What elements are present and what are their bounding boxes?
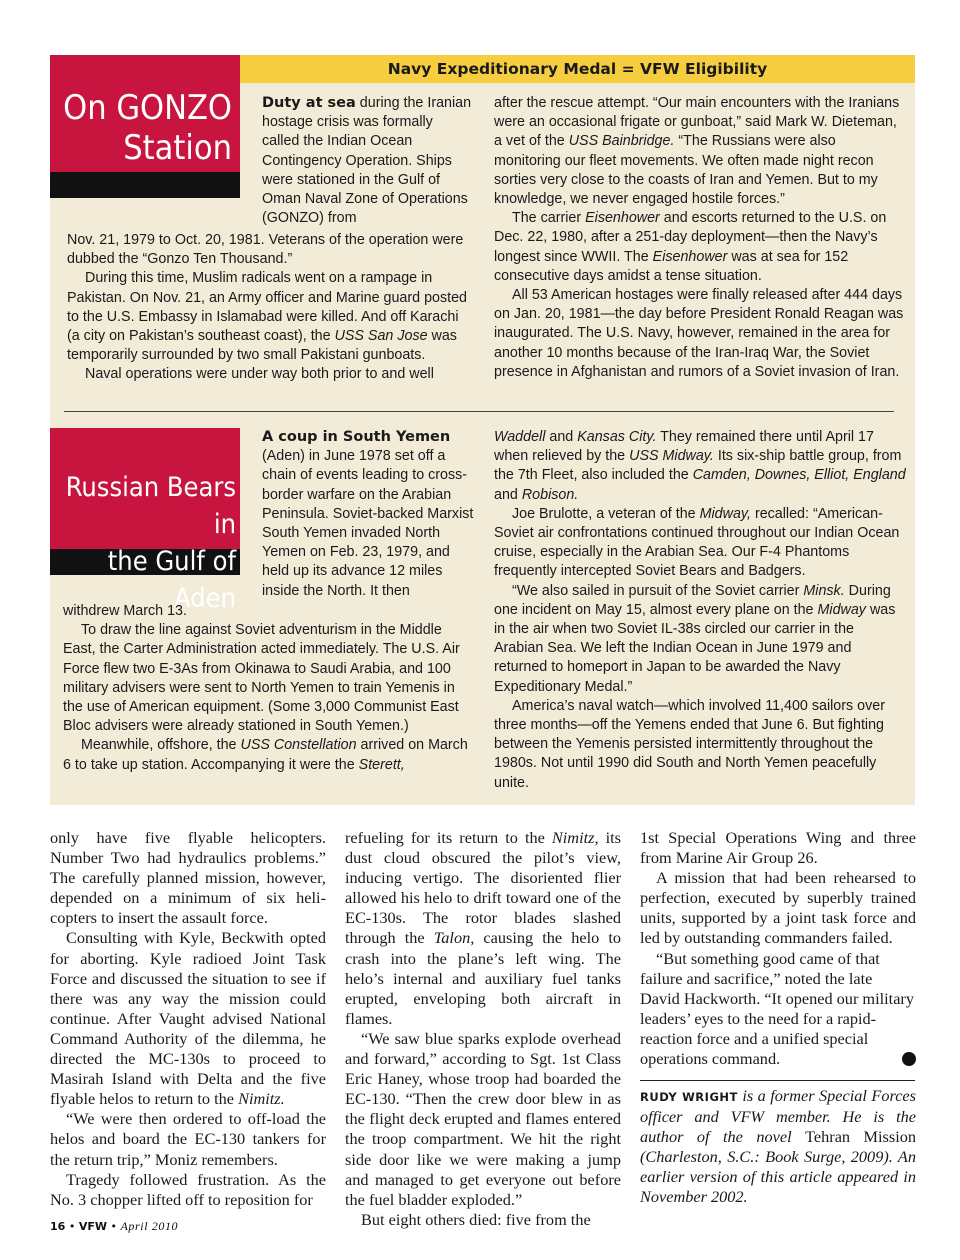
book-title: Tehran Mission: [805, 1127, 916, 1147]
bio-text-b: (Charleston, S.C.: Book Surge, 2009). An earlier version of this article appeared in November 2002.: [640, 1147, 916, 1207]
aden-right-p2b: recalled: “American-Soviet air confrontations continued throughout our Indian Ocean cruise, especially in the Arabian Sea. Our F-4 Phantoms frequently intercepted Soviet Bears and Badgers.: [494, 505, 900, 580]
gonzo-right-p3: All 53 American hostages were finally released after 444 days on Jan. 20, 1981—the day before President Ronald Reagan was inaugurated. The U.S. Navy, however, remained in the area for another 10 months because of the Iran-Iraq War, the Soviet presence in Afghanistan and rumors of a Soviet invasion of Iran.: [494, 287, 904, 380]
gonzo-narrow-text: [262, 94, 472, 228]
ship-name: Kansas City.: [577, 429, 657, 445]
col2-p3: But eight others died: five from the: [361, 1209, 591, 1229]
footer-separator: •: [110, 1220, 117, 1233]
ship-name: USS Bainbridge.: [568, 133, 675, 150]
aden-title-line2: the Gulf of Aden: [107, 546, 236, 614]
article-column-2: [345, 828, 621, 1230]
ship-name: Minsk.: [803, 582, 845, 599]
gonzo-left-p2: During this time, Muslim radicals went on a rampage in Pakistan. On Nov. 21, an Army officer and Marine guard posted to the U.S. Embassy in Islamabad were killed. And off Karachi (a city on Pakistan’s southeast coast), the: [67, 270, 467, 345]
gonzo-right-p2a: The carrier: [512, 210, 582, 227]
aden-right-p3c: was in the air when two Soviet IL-38s circled our carrier in the Arabian Sea. We left the Indian Ocean in June 1979 and returned to homeport in Japan to be awarded the Navy Expeditionary Medal.”: [494, 601, 896, 695]
gonzo-right-p2c: was at sea for 152 consecutive days amidst a tense situation.: [494, 248, 849, 284]
aden-right-p2a: Joe Brulotte, a veteran of the: [512, 505, 696, 522]
aden-right-p1c: Its six-ship battle group, from the 7th Fleet, also included the: [494, 448, 902, 484]
gonzo-left-p2-end: was temporarily surrounded by two small Pakistani gunboats.: [67, 328, 457, 364]
sidebar-header: Navy Expeditionary Medal = VFW Eligibility: [240, 55, 915, 83]
aden-right-p3a: “We also sailed in pursuit of the Soviet carrier: [512, 582, 800, 599]
ship-name: Sterett,: [358, 756, 405, 773]
ship-name: Midway: [817, 601, 866, 618]
ship-name: Waddell: [494, 429, 546, 445]
col1-p2: Consulting with Kyle, Beckwith opted for aborting. Kyle radioed Joint Task Force and discussed the situation to see if there was any way the mission could continue. After Vaught advised National Command Authority of the dilemma, he directed the MC-130s to proceed to Masirah Island with Delta and the five flyable helos to return to the: [50, 928, 326, 1109]
gonzo-left-p3: Naval operations were under way both prior to and well: [85, 366, 434, 383]
connector-text: and: [494, 486, 518, 503]
star-end-mark-icon: ✪: [902, 1052, 916, 1066]
aden-right-column: [494, 428, 906, 793]
gonzo-left-column: [67, 231, 472, 385]
author-bio: [640, 1086, 916, 1208]
footer-separator: •: [68, 1220, 76, 1233]
ship-name: Robison.: [521, 486, 579, 503]
sidebar-divider: [64, 411, 894, 412]
gonzo-title-line2: Station: [123, 128, 232, 168]
aden-right-p1b: They remained there until April 17 when relieved by the: [494, 429, 874, 465]
connector-text: and: [549, 429, 574, 445]
aden-narrow-text: [262, 428, 476, 601]
gonzo-title-bar: [50, 172, 240, 198]
aircraft-name: Talon,: [433, 928, 475, 948]
gonzo-left-p1: Nov. 21, 1979 to Oct. 20, 1981. Veterans of the operation were dubbed the “Gonzo Ten Thousand.”: [67, 232, 464, 268]
ship-name: Nimitz.: [238, 1089, 285, 1109]
aden-title: [52, 469, 236, 617]
aden-lead: A coup in South Yemen: [262, 429, 451, 445]
page-footer: [50, 1219, 178, 1234]
col1-p1: only have five flyable helicopters. Number Two had hydraulics problems.” The carefully planned mission, however, depended on a minimum of six helicopters to insert the assault force.: [50, 828, 326, 928]
gonzo-right-p1a: after the rescue attempt. “Our main encounters with the Iranians were an occasional frigate or gunboat,” said Mark W. Dieteman, a vet of the: [494, 95, 900, 150]
ship-name: USS Constellation: [240, 737, 357, 754]
magazine-name: VFW: [78, 1220, 107, 1233]
gonzo-right-column: [494, 94, 904, 382]
col1-p4: Tragedy followed frustration. As the No. 3 chopper lifted off to reposition for: [50, 1169, 326, 1209]
gonzo-right-p2b: and escorts returned to the U.S. on Dec. 22, 1980, after a 251-day deployment—then the Navy’s longest since WWII. The: [494, 210, 887, 265]
col2-p2: “We saw blue sparks explode overhead and forward,” according to Sgt. 1st Class Eric Haney, whose troop had boarded the EC-130. “Then the crew door blew in as the flight deck erupted and flames entered the troop compartment. We hit the right side door like we were making a jump and managed to get everyone out before the fuel bladder exploded.”: [345, 1028, 621, 1209]
ship-name: Midway,: [699, 505, 751, 522]
article-column-3: [640, 828, 928, 1069]
col3-p1: 1st Special Operations Wing and three from Marine Air Group 26.: [640, 828, 916, 868]
ship-name: Camden, Downes, Elliot, England: [692, 467, 906, 484]
aden-left-p3b: arrived on March 6 to take up station. Accompanying it were the: [63, 737, 468, 773]
aden-left-p3a: Meanwhile, offshore, the: [81, 737, 237, 754]
aden-left-p1: withdrew March 13.: [63, 603, 187, 619]
gonzo-right-p1b: “The Russians were also monitoring our fleet movements. We often made night recon sorties very close to the coasts of Iran and Yemen. But to my knowledge, we never engaged hostile forces.”: [494, 133, 878, 208]
col2-p1b: its dust cloud obscured the pilot’s view, inducing vertigo. The disoriented flier allowed his helo to drift toward one of the EC-130s. The rotor blades slashed through the: [345, 828, 621, 948]
col3-p3: “But something good came of that failure and sacrifice,” noted the late David Hackworth. “It opened our military leaders’ eyes to the need for a rapid-reaction force and a unified special operations command.: [640, 948, 914, 1069]
aden-right-p3b: During one incident on May 15, almost every plane on the: [494, 582, 891, 618]
author-name: RUDY WRIGHT: [640, 1090, 738, 1104]
aden-title-line1: Russian Bears in: [65, 472, 236, 540]
bio-rule: [640, 1080, 915, 1081]
issue-date: April 2010: [120, 1219, 179, 1233]
gonzo-title: [52, 88, 232, 168]
col1-p3: “We were then ordered to off-load the helos and board the EC-130 tankers for the return trip,” Moniz remembers.: [50, 1109, 326, 1169]
ship-name: USS San Jose: [334, 328, 428, 345]
ship-name: Eisenhower: [585, 210, 660, 227]
aden-left-column: [63, 602, 475, 775]
ship-name: Eisenhower: [652, 248, 728, 265]
aden-left-p2: To draw the line against Soviet adventurism in the Middle East, the Carter Administration acted immediately. The U.S. Air Force flew two E-3As from Okinawa to Saudi Arabia, and 100 military advisers were sent to North Yemen to train Yemenis in the use of American equipment. (Some 3,000 Communist East Bloc advisers were already stationed in South Yemen.): [63, 622, 460, 735]
col2-p1a: refueling for its return to the: [345, 828, 545, 847]
page-number: 16: [50, 1220, 66, 1233]
bio-text-a: is a former Special Forces officer and VFW member. He is the author of the novel: [640, 1086, 916, 1147]
ship-name: Nimitz,: [551, 828, 599, 847]
gonzo-lead: Duty at sea: [262, 95, 356, 111]
article-column-1: [50, 828, 326, 1210]
col2-p1c: causing the helo to crash into the plane’s left wing. The helo’s internal and auxiliary fuel tanks erupted, enveloping both aircraft in flames.: [345, 928, 621, 1028]
aden-right-p4: America’s naval watch—which involved 11,400 sailors over three months—off the Yemens ended that June 6. But fighting between the Yemenis persisted intermittently throughout the 1980s. Not until 1990 did South and North Yemen peacefully unite.: [494, 697, 885, 791]
gonzo-title-line1: On GONZO: [63, 88, 232, 128]
aden-narrow-body: (Aden) in June 1978 set off a chain of events leading to cross-border warfare on the Arabian Peninsula. Soviet-backed Marxist South Yemen invaded North Yemen on Feb. 23, 1979, and held up its advance 12 miles inside the North. It then: [262, 448, 474, 599]
ship-name: USS Midway.: [629, 448, 714, 465]
gonzo-narrow-body: during the Iranian hostage crisis was formally called the Indian Ocean Contingency Operation. Ships were stationed in the Gulf of Oman Naval Zone of Operations (GONZO) from: [262, 95, 472, 227]
col3-p2: A mission that had been rehearsed to perfection, executed by superbly trained units, supported by a joint task force and led by outstanding commanders failed.: [640, 868, 916, 948]
